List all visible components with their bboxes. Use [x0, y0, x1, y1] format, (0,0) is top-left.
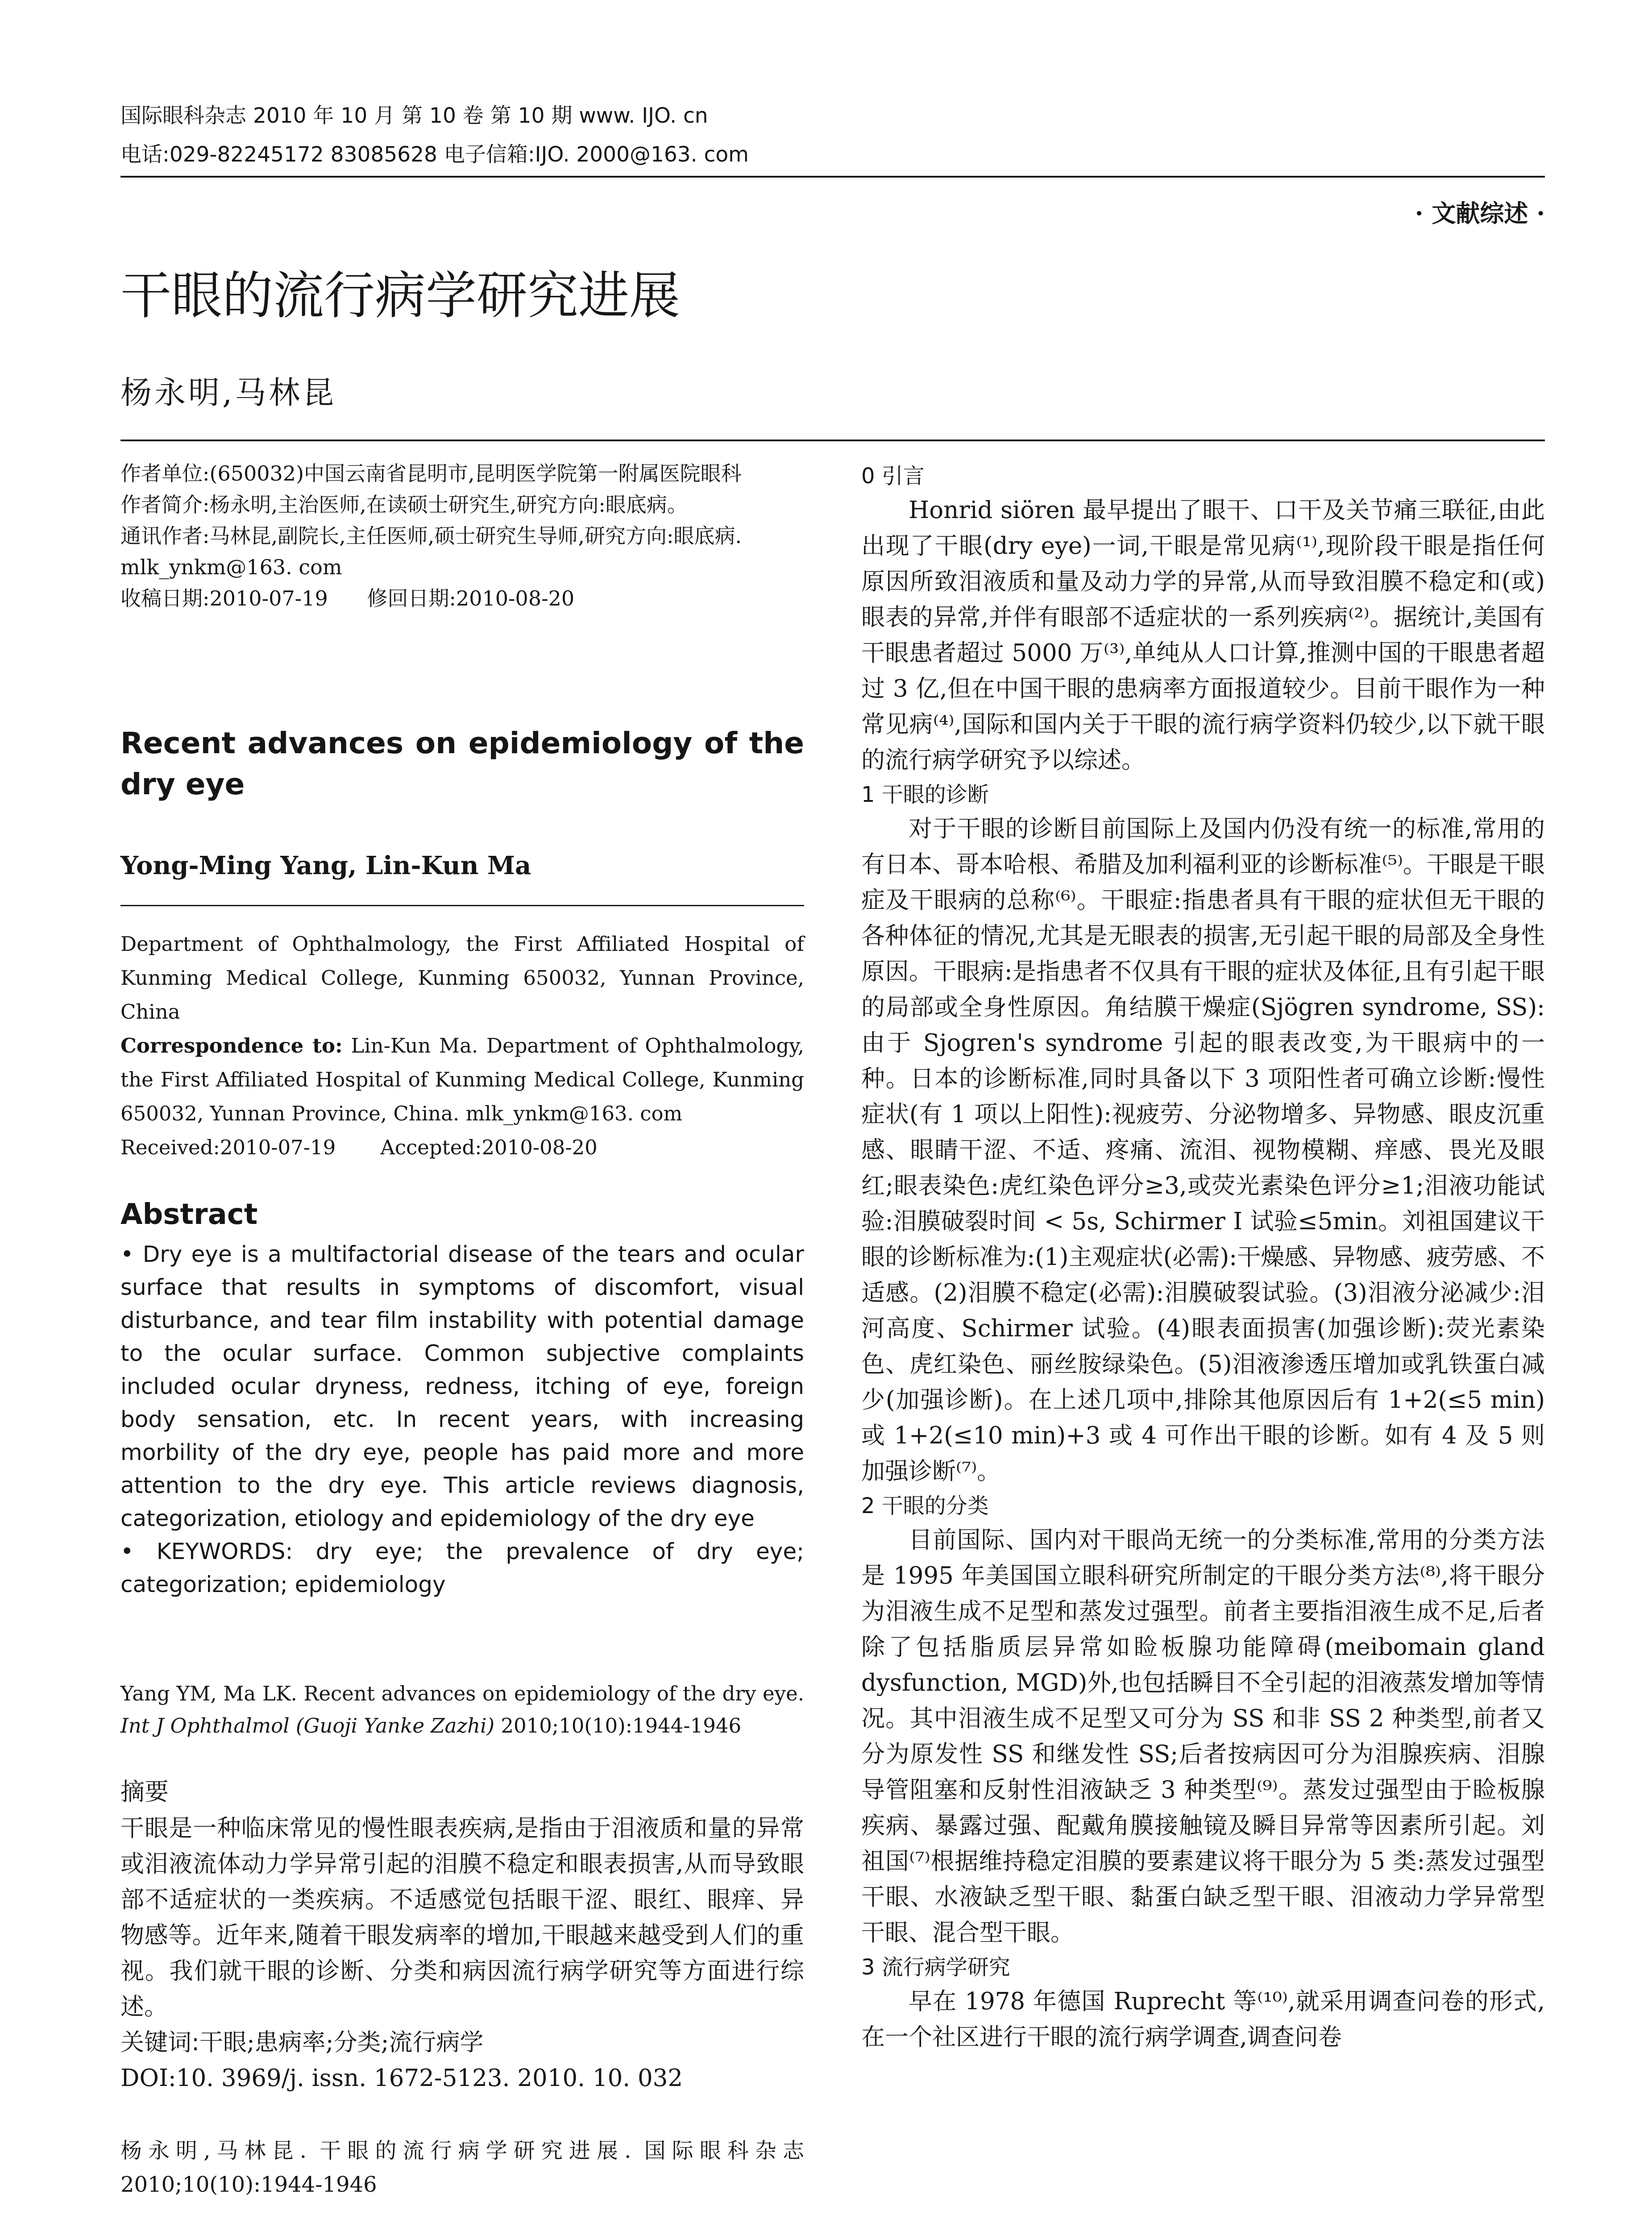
section-0-text: Honrid siören 最早提出了眼干、口干及关节痛三联征,由此出现了干眼(dry eye)一词,干眼是常见病⁽¹⁾,现阶段干眼是指任何原因所致泪液质和量及动力学的异常,从而导致泪膜不稳定和(或)眼表的异常,并伴有眼部不适症状的一系列疾病⁽²⁾。据统计,美国有干眼患者超过 5000 万⁽³⁾,单纯从人口计算,推测中国的干眼患者超过 3 亿,但在中国干眼的患病率方面报道较少。目前干眼作为一种常见病⁽⁴⁾,国际和国内关于干眼的流行病学资料仍较少,以下就干眼的流行病学研究予以综述。: [861, 497, 1545, 774]
zh-abstract-heading: 摘要: [120, 1778, 169, 1806]
article-body: [861, 460, 1545, 2055]
author-bio-zh: 作者简介:杨永明,主治医师,在读硕士研究生,研究方向:眼底病。: [120, 493, 688, 517]
english-authors: Yong-Ming Yang, Lin-Kun Ma: [120, 851, 531, 880]
section-1-text: 对于干眼的诊断目前国际上及国内仍没有统一的标准,常用的有日本、哥本哈根、希腊及加利福利亚的诊断标准⁽⁵⁾。干眼是干眼症及干眼病的总称⁽⁶⁾。干眼症:指患者具有干眼的症状但无干眼的各种体征的情况,尤其是无眼表的损害,无引起干眼的局部及全身性原因。干眼病:是指患者不仅具有干眼的症状及体征,且有引起干眼的局部或全身性原因。角结膜干燥症(Sjögren syndrome, SS):由于 Sjogren's syndrome 引起的眼表改变,为干眼病中的一种。日本的诊断标准,同时具备以下 3 项阳性者可确立诊断:慢性症状(有 1 项以上阳性):视疲劳、分泌物增多、异物感、眼皮沉重感、眼睛干涩、不适、疼痛、流泪、视物模糊、痒感、畏光及眼红;眼表染色:虎红染色评分≥3,或荧光素染色评分≥1;泪液功能试验:泪膜破裂时间 < 5s, Schirmer I 试验≤5min。刘祖国建议干眼的诊断标准为:(1)主观症状(必需):干燥感、异物感、疲劳感、不适感。(2)泪膜不稳定(必需):泪膜破裂试验。(3)泪液分泌减少:泪河高度、Schirmer 试验。(4)眼表面损害(加强诊断):荧光素染色、虎红染色、丽丝胺绿染色。(5)泪液渗透压增加或乳铁蛋白减少(加强诊断)。在上述几项中,排除其他原因后有 1+2(≤5 min)或 1+2(≤10 min)+3 或 4 可作出干眼的诊断。如有 4 及 5 则加强诊断⁽⁷⁾。: [861, 815, 1545, 1485]
section-3-heading: 3 流行病学研究: [861, 1955, 1010, 1980]
article-title: 干眼的流行病学研究进展: [120, 266, 681, 325]
journal-name: Int J Ophthalmol (Guoji Yanke Zazhi): [120, 1714, 495, 1738]
abstract-heading: Abstract: [120, 1198, 258, 1231]
column-label: · 文献综述 ·: [1415, 199, 1545, 228]
english-abstract: [120, 1238, 804, 1601]
english-citation: Yang YM, Ma LK. Recent advances on epidemiology of the dry eye. Int J Ophthalmol (Guoji Yanke Zazhi) 2010;10(10):1944-1946: [120, 1682, 804, 1738]
dates-zh: 收稿日期:2010-07-19 修回日期:2010-08-20: [120, 586, 575, 610]
authors: 杨永明,马林昆: [120, 374, 337, 411]
section-2-text: 目前国际、国内对干眼尚无统一的分类标准,常用的分类方法是 1995 年美国国立眼科研究所制定的干眼分类方法⁽⁸⁾,将干眼分为泪液生成不足型和蒸发过强型。前者主要指泪液生成不足,后者除了包括脂质层异常如睑板腺功能障碍(meibomain gland dysfunction, MGD)外,也包括瞬目不全引起的泪液蒸发增加等情况。其中泪液生成不足型又可分为 SS 和非 SS 2 种类型,前者又分为原发性 SS 和继发性 SS;后者按病因可分为泪腺疾病、泪腺导管阻塞和反射性泪液缺乏 3 种类型⁽⁹⁾。蒸发过强型由于睑板腺疾病、暴露过强、配戴角膜接触镜及瞬目异常等因素所引起。刘祖国⁽⁷⁾根据维持稳定泪膜的要素建议将干眼分为 5 类:蒸发过强型干眼、水液缺乏型干眼、黏蛋白缺乏型干眼、泪液动力学异常型干眼、混合型干眼。: [861, 1526, 1545, 1946]
corresponding-author-zh: 通讯作者:马林昆,副院长,主任医师,硕士研究生导师,研究方向:眼底病. mlk_ynkm@163. com: [120, 524, 742, 579]
english-authors-rule: [120, 905, 804, 906]
header-rule: [120, 176, 1545, 178]
section-2-heading: 2 干眼的分类: [861, 1493, 989, 1518]
doi: DOI:10. 3969/j. issn. 1672-5123. 2010. 10. 032: [120, 2065, 683, 2092]
zh-keywords: [120, 2025, 804, 2061]
title-rule: [120, 440, 1545, 441]
author-affiliation-zh: 作者单位:(650032)中国云南省昆明市,昆明医学院第一附属医院眼科: [120, 461, 742, 485]
zh-abstract-block: [120, 1811, 804, 2096]
running-header-contact: 电话:029-82245172 83085628 电子信箱:IJO. 2000@163. com: [120, 142, 749, 167]
abstract-text: • Dry eye is a multifactorial disease of the tears and ocular surface that results in symptoms of discomfort, visual disturbance, and tear film instability with potential damage to the ocular surface. Common subjective complaints included ocular dryness, redness, itching of eye, foreign body sensation, etc. In recent years, with increasing morbility of the dry eye, people has paid more and more attention to the dry eye. This article reviews diagnosis, categorization, etiology and epidemiology of the dry eye: [120, 1241, 804, 1531]
english-title: Recent advances on epidemiology of the dry eye: [120, 726, 804, 801]
english-correspondence: [120, 1029, 804, 1131]
english-affiliation: Department of Ophthalmology, the First Affiliated Hospital of Kunming Medical College, Kunming 650032, Yunnan Province, China: [120, 932, 804, 1024]
section-3-text: 早在 1978 年德国 Ruprecht 等⁽¹⁰⁾,就采用调查问卷的形式,在一个社区进行干眼的流行病学调查,调查问卷: [861, 1988, 1545, 2051]
correspondence-label: Correspondence to:: [120, 1034, 343, 1057]
running-header-journal: 国际眼科杂志 2010 年 10 月 第 10 卷 第 10 期 www. IJO. cn: [120, 104, 708, 128]
english-meta-block: [120, 927, 804, 1165]
zh-abstract-text: 干眼是一种临床常见的慢性眼表疾病,是指由于泪液质和量的异常或泪液流体动力学异常引起的泪膜不稳定和眼表损害,从而导致眼部不适症状的一类疾病。不适感觉包括眼干涩、眼红、眼痒、异物感等。近年来,随着干眼发病率的增加,干眼越来越受到人们的重视。我们就干眼的诊断、分类和病因流行病学研究等方面进行综述。: [120, 1815, 804, 2020]
english-keywords: • KEYWORDS: dry eye; the prevalence of dry eye; categorization; epidemiology: [120, 1538, 804, 1597]
author-info-block: [120, 458, 804, 614]
zh-keywords-text: 干眼;患病率;分类;流行病学: [199, 2029, 484, 2056]
english-dates: Received:2010-07-19 Accepted:2010-08-20: [120, 1136, 598, 1159]
zh-citation: 杨永明,马林昆. 干眼的流行病学研究进展. 国际眼科杂志 2010;10(10):1944-1946: [120, 2138, 804, 2197]
correspondence-text: Lin-Kun Ma. Department of Ophthalmology, the First Affiliated Hospital of Kunming Medical College, Kunming 650032, Yunnan Province, China. mlk_ynkm@163. com: [120, 1034, 804, 1125]
section-1-heading: 1 干眼的诊断: [861, 782, 989, 807]
section-0-heading: 0 引言: [861, 464, 925, 489]
zh-keywords-label: 关键词:: [120, 2029, 199, 2056]
